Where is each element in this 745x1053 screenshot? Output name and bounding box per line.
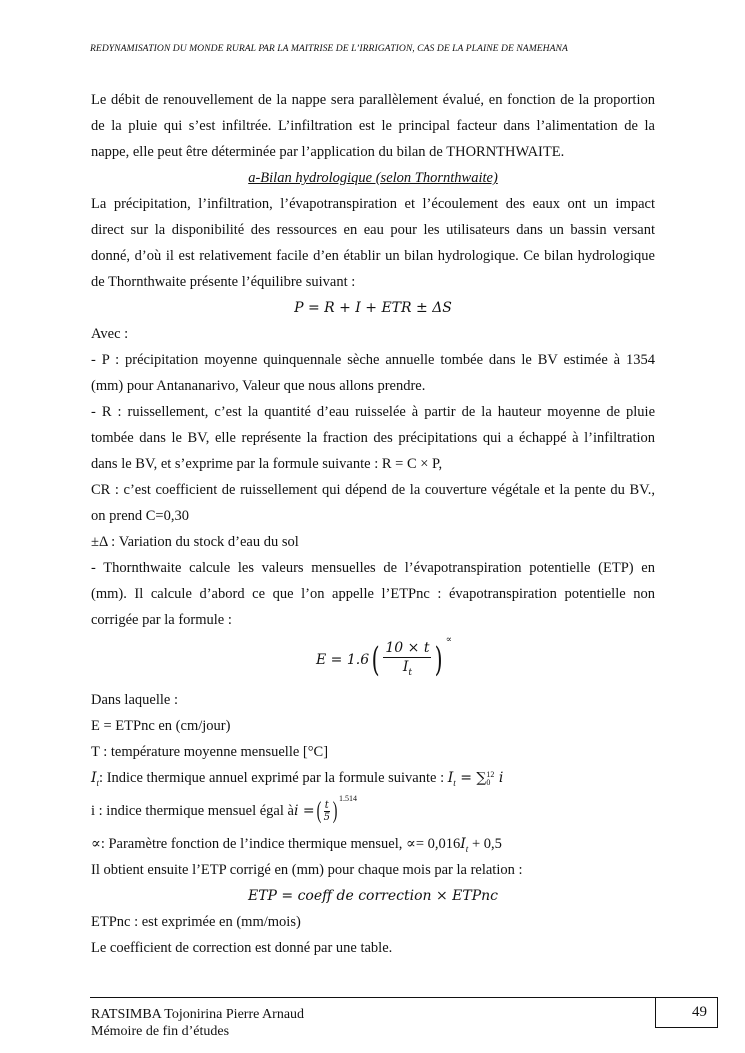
formula-lhs: E = 1.6 (316, 652, 370, 668)
formula-exponent: ∝ (445, 635, 452, 645)
etp-equation: ETP = coeff de correction × ETPnc (247, 888, 499, 904)
paragraph-line: de Thornthwaite présente l’équilibre suivant : (91, 274, 356, 290)
t-definition: T : température moyenne mensuelle [°C] (91, 744, 329, 760)
thornthwaite-paragraph: (mm). Il calcule d’abord ce que l’on appelle l’ETPnc : évapotranspiration potentielle non (91, 586, 655, 602)
body-text (91, 87, 655, 961)
i-definition: i : indice thermique mensuel égal à i = ( $\frac{t}{5}$ ) 1.514 (91, 794, 357, 824)
fraction-numerator: 10 × t (385, 639, 430, 656)
thornthwaite-paragraph: corrigée par la formule : (91, 612, 232, 628)
paragraph-line: direct sur la disponibilité des ressources en eau pour les utilisateurs dans un bassin versant (91, 222, 655, 238)
delta-definition: ±Δ : Variation du stock d’eau du sol (91, 534, 299, 550)
paragraph-line: nappe, elle peut être déterminée par l’application du bilan de THORNTHWAITE. (91, 144, 565, 160)
section-title: a-Bilan hydrologique (selon Thornthwaite) (248, 170, 498, 186)
paragraph-line: Le débit de renouvellement de la nappe sera parallèlement évalué, en fonction de la proportion (91, 92, 655, 108)
dans-laquelle-label: Dans laquelle : (91, 692, 178, 708)
etpnc-formula (91, 633, 655, 687)
balance-equation: P = R + I + ETR ± ΔS (294, 300, 452, 316)
right-paren-icon: ) (332, 798, 338, 824)
paragraph-line: de la pluie qui s’est infiltrée. L’infiltration est le principal facteur dans l’alimentation de la (91, 118, 655, 134)
e-definition: E = ETPnc en (cm/jour) (91, 718, 231, 734)
thornthwaite-paragraph: - Thornthwaite calcule les valeurs mensuelles de l’évapotranspiration potentielle (ETP) en (91, 560, 655, 576)
alpha-definition: ∝: Paramètre fonction de l’indice thermique mensuel, ∝= $0,016I_t + 0,5$ (91, 836, 502, 854)
left-paren-icon: ( (371, 640, 380, 680)
footer-rule (90, 997, 660, 998)
cr-definition: CR : c’est coefficient de ruissellement qui dépend de la couverture végétale et la pente du BV., (91, 482, 655, 498)
right-paren-icon: ) (435, 640, 444, 680)
it-definition: $I_t$: Indice thermique annuel exprimé par la formule suivante : $I_t$ = ∑ 12 0 i (91, 769, 504, 788)
fraction-denominator: $I_t$ (402, 658, 412, 678)
footer-author: RATSIMBA Tojonirina Pierre Arnaud (91, 1007, 305, 1022)
coefficient-definition: Le coefficient de correction est donné par une table. (91, 940, 393, 956)
page-number: 49 (655, 997, 718, 1028)
etp-intro: Il obtient ensuite l’ETP corrigé en (mm) pour chaque mois par la relation : (91, 862, 523, 878)
etpnc-definition: ETPnc : est exprimée en (mm/mois) (91, 914, 301, 930)
p-definition: - P : précipitation moyenne quinquennale sèche annuelle tombée dans le BV estimée à 1354 (91, 352, 655, 368)
fraction (383, 639, 431, 682)
footer-thesis: Mémoire de fin d’études (91, 1024, 230, 1039)
left-paren-icon: ( (316, 798, 322, 824)
r-definition: - R : ruissellement, c’est la quantité d’eau ruisselée à partir de la hauteur moyenne de pluie (91, 404, 655, 420)
cr-definition: on prend C=0,30 (91, 508, 189, 524)
avec-label: Avec : (91, 326, 129, 342)
paragraph-line: La précipitation, l’infiltration, l’évapotranspiration et l’écoulement des eaux ont un impact (91, 196, 655, 212)
paragraph-line: donné, d’où il est relativement facile d’en établir un bilan hydrologique. Ce bilan hydrologique (91, 248, 655, 264)
running-header: REDYNAMISATION DU MONDE RURAL PAR LA MAITRISE DE L’IRRIGATION, CAS DE LA PLAINE DE NAMEHANA (90, 43, 568, 54)
fraction: $\frac{t}{5}$ (323, 799, 330, 823)
p-definition: (mm) pour Antananarivo, Valeur que nous allons prendre. (91, 378, 426, 394)
r-definition: tombée dans le BV, elle représente la fraction des précipitations qui a échappé à l’infiltration (91, 430, 655, 446)
footer (91, 1006, 304, 1040)
r-definition: dans le BV, et s’exprime par la formule suivante : R = C × P, (91, 456, 443, 472)
